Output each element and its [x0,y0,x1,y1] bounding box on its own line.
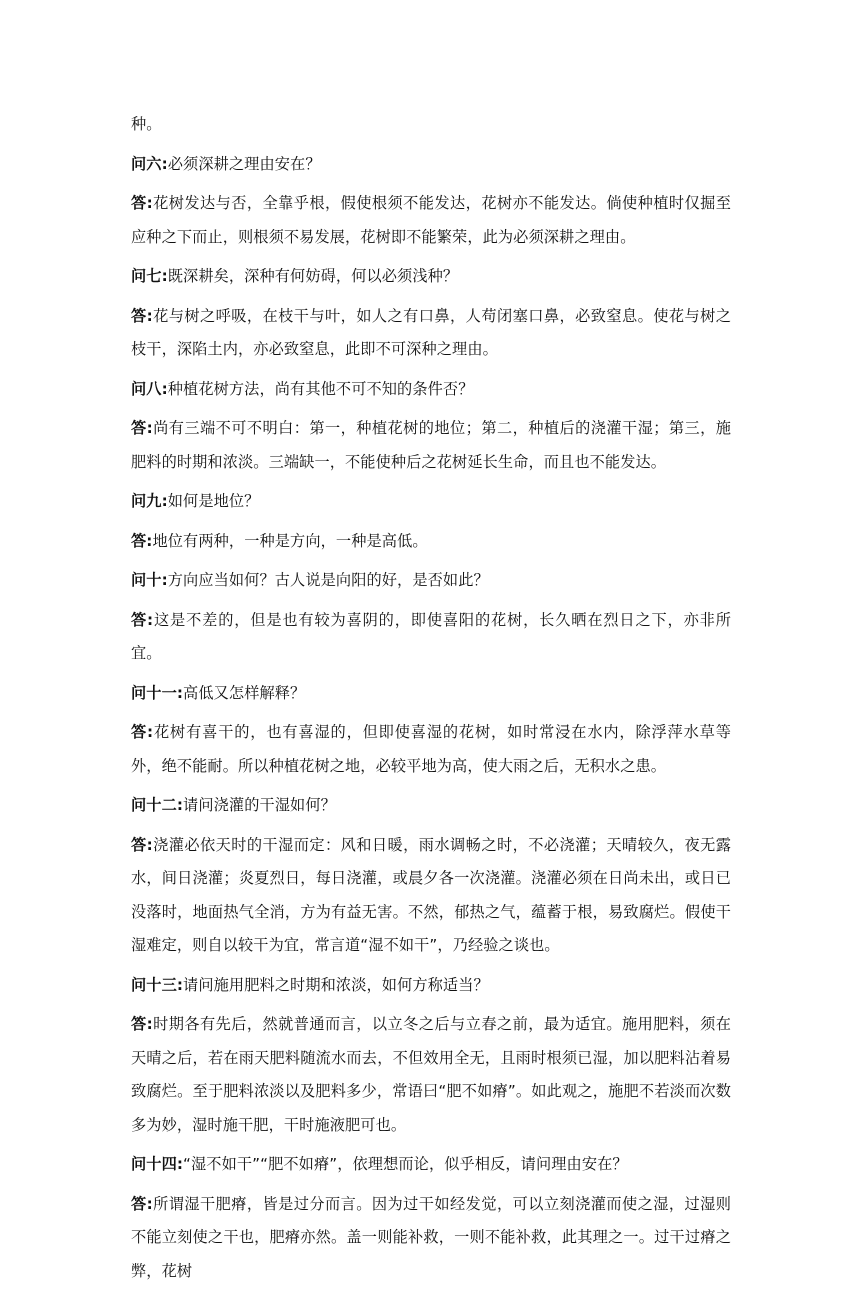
question-label: 问九: [131,492,168,510]
answer-11 [131,716,731,783]
answer-label: 答: [131,610,154,629]
question-label: 问十四: [131,1155,184,1173]
question-12 [131,789,731,823]
question-7 [131,260,731,294]
answer-text: 时期各有先后，然就普通而言，以立冬之后与立春之前，最为适宜。施用肥料，须在天晴之后，若在雨天肥料随流水而去，不但效用全无，且雨时根须已湿，加以肥料沾着易致腐烂。至于肥料浓淡以及肥料多少，常语曰“肥不如瘠”。如此观之，施肥不若淡而次数多为妙，湿时施干肥，干时施液肥可也。 [131,1015,732,1134]
question-text: 请问浇灌的干湿如何？ [183,796,336,814]
answer-label: 答: [131,306,153,325]
question-text: 高低又怎样解释？ [183,683,306,702]
question-text: 既深耕矣，深种有何妨碍，何以必须浅种？ [167,267,459,285]
answer-label: 答: [131,531,153,550]
answer-8 [131,412,731,479]
answer-10 [131,604,731,671]
question-text: “湿不如干”“肥不如瘠”，依理想而论，似乎相反，请问理由安在？ [183,1155,628,1173]
answer-text: 地位有两种，一种是方向，一种是高低。 [152,531,428,550]
question-9 [131,485,731,519]
question-14 [131,1148,731,1182]
question-text: 必须深耕之理由安在？ [167,154,321,173]
answer-14 [131,1188,731,1289]
question-text: 方向应当如何？古人说是向阳的好，是否如此？ [167,571,489,589]
question-text: 请问施用肥料之时期和浓淡，如何方称适当？ [183,975,489,994]
question-label: 问八: [131,379,168,398]
answer-6 [131,187,731,254]
question-6 [131,148,731,182]
question-label: 问十三: [131,975,184,994]
answer-text: 所谓湿干肥瘠，皆是过分而言。因为过干如经发觉，可以立刻浇灌而使之湿，过湿则不能立刻使之干也，肥瘠亦然。盖一则能补救，一则不能补救，此其理之一。过干过瘠之弊，花树 [131,1194,732,1280]
question-8 [131,373,731,407]
answer-13 [131,1008,731,1142]
question-text: 如何是地位？ [167,492,260,510]
answer-text: 花与树之呼吸，在枝干与叶，如人之有口鼻，人苟闭塞口鼻，必致窒息。使花与树之枝干，深陷土内，亦必致窒息，此即不可深种之理由。 [131,306,732,358]
answer-text: 尚有三端不可不明白：第一，种植花树的地位；第二，种植后的浇灌干湿；第三，施肥料的时期和浓淡。三端缺一，不能使种后之花树延长生命，而且也不能发达。 [131,419,732,471]
answer-9 [131,525,731,559]
answer-label: 答: [131,194,153,212]
answer-text: 花树发达与否，全靠乎根，假使根须不能发达，花树亦不能发达。倘使种植时仅掘至应种之下而止，则根须不易发展，花树即不能繁荣，此为必须深耕之理由。 [131,194,732,246]
question-10 [131,564,731,598]
question-label: 问十二: [131,796,184,814]
question-label: 问七: [131,267,168,285]
paragraph-continuation [131,108,731,142]
question-label: 问六: [131,154,168,173]
answer-label: 答: [131,1194,153,1213]
paragraph-text: 种。 [131,115,162,133]
answer-12 [131,829,731,963]
answer-text: 花树有喜干的，也有喜湿的，但即使喜湿的花树，如时常浸在水内，除浮萍水草等外，绝不能耐。所以种植花树之地，必较平地为高，使大雨之后，无积水之患。 [131,723,731,775]
answer-label: 答: [131,419,153,437]
question-label: 问十一: [131,683,184,702]
answer-text: 这是不差的，但是也有较为喜阴的，即使喜阳的花树，长久晒在烈日之下，亦非所宜。 [131,610,731,662]
document-body [131,108,731,1294]
answer-label: 答: [131,835,153,854]
question-11 [131,677,731,711]
question-label: 问十: [131,571,168,589]
answer-label: 答: [131,723,154,741]
answer-text: 浇灌必依天时的干湿而定：风和日暖，雨水调畅之时，不必浇灌；天晴较久，夜无露水，间日浇灌；炎夏烈日，每日浇灌，或晨夕各一次浇灌。浇灌必须在日尚未出，或日已没落时，地面热气全消，方为有益无害。不然，郁热之气，蕴蓄于根，易致腐烂。假使干湿难定，则自以较干为宜，常言道“湿不如干”，乃经验之谈也。 [131,835,732,954]
question-13 [131,969,731,1003]
answer-label: 答: [131,1015,153,1033]
question-text: 种植花树方法，尚有其他不可不知的条件否？ [167,379,474,398]
answer-7 [131,300,731,367]
